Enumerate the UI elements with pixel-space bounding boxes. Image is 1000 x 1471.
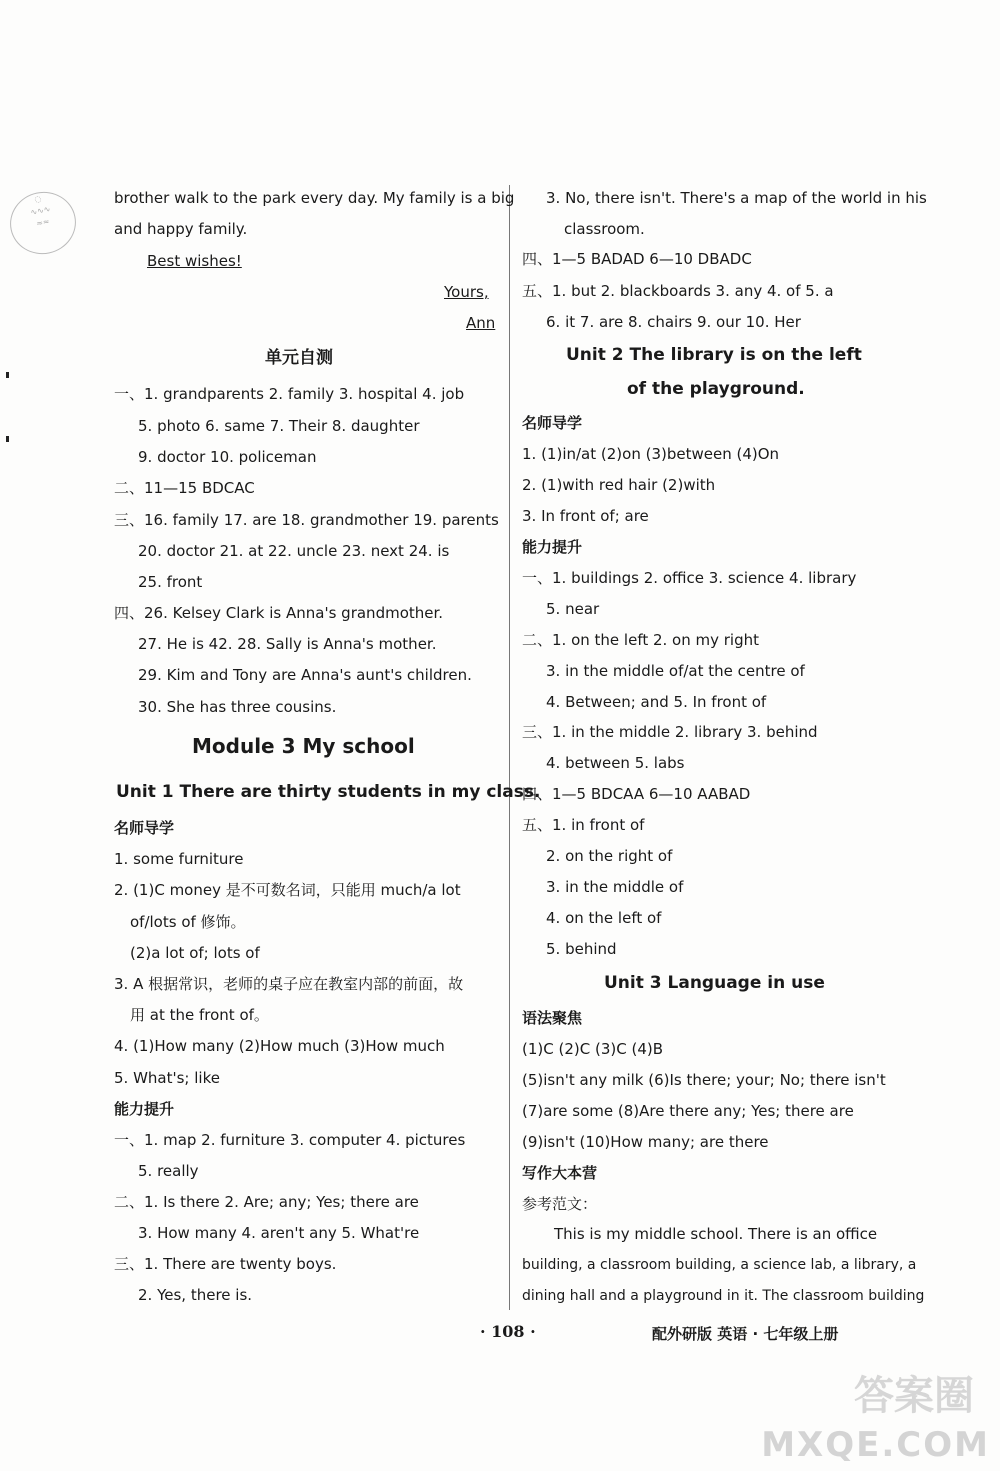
answer-line: 四、26. Kelsey Clark is Anna's grandmother. — [114, 604, 444, 622]
answer-line: 3. A 根据常识，老师的桌子应在教室内部的前面，故 — [114, 975, 464, 993]
stamp-seal: ◌ ∿∿∿ ≈≈ — [4, 186, 81, 260]
answer-line: 5. really — [138, 1162, 199, 1180]
margin-mark — [6, 436, 9, 442]
body-line: and happy family. — [114, 220, 248, 238]
answer-line: 2. on the right of — [546, 847, 673, 865]
book-info: 配外研版 英语 · 七年级上册 — [652, 1325, 839, 1343]
margin-mark — [6, 372, 9, 378]
answer-line: 三、16. family 17. are 18. grandmother 19. parents — [114, 511, 499, 529]
answer-line: 用 at the front of。 — [130, 1006, 269, 1024]
answer-line: 3. No, there isn't. There's a map of the world in his — [546, 189, 927, 207]
answer-line: 四、1—5 BDCAA 6—10 AABAD — [522, 785, 751, 803]
answer-line: (9)isn't (10)How many; are there — [522, 1133, 769, 1151]
answer-line: 三、1. There are twenty boys. — [114, 1255, 337, 1273]
letter-signoff: Yours, — [444, 283, 489, 301]
unit-title: Unit 3 Language in use — [604, 973, 825, 993]
answer-line: 3. In front of; are — [522, 507, 649, 525]
answer-line: 三、1. in the middle 2. library 3. behind — [522, 723, 818, 741]
answer-line: 9. doctor 10. policeman — [138, 448, 317, 466]
answer-line: 5. near — [546, 600, 600, 618]
answer-line: 2. (1)with red hair (2)with — [522, 476, 716, 494]
letter-closing: Best wishes! — [147, 252, 242, 270]
answer-line: 20. doctor 21. at 22. uncle 23. next 24. is — [138, 542, 450, 560]
essay-line: building, a classroom building, a science lab, a library, a — [522, 1257, 917, 1273]
answer-line: (2)a lot of; lots of — [130, 944, 260, 962]
answer-line: classroom. — [564, 220, 645, 238]
sample-label: 参考范文： — [522, 1195, 598, 1213]
unit-title: Unit 2 The library is on the left — [566, 345, 862, 365]
answer-line: 一、1. grandparents 2. family 3. hospital 4. job — [114, 385, 465, 403]
answer-line: 2. Yes, there is. — [138, 1286, 253, 1304]
section-heading: 单元自测 — [265, 348, 333, 368]
answer-line: 四、1—5 BADAD 6—10 DBADC — [522, 250, 752, 268]
essay-line: This is my middle school. There is an office — [554, 1225, 878, 1243]
section-heading: 能力提升 — [114, 1100, 175, 1118]
answer-line: 30. She has three cousins. — [138, 698, 337, 716]
page-number: · 108 · — [480, 1322, 536, 1341]
answer-line: 2. (1)C money 是不可数名词，只能用 much/a lot — [114, 881, 461, 899]
answer-line: 五、1. in front of — [522, 816, 645, 834]
answer-line: 6. it 7. are 8. chairs 9. our 10. Her — [546, 313, 801, 331]
answer-line: 25. front — [138, 573, 203, 591]
answer-line: 二、1. on the left 2. on my right — [522, 631, 760, 649]
answer-line: 3. in the middle of/at the centre of — [546, 662, 805, 680]
answer-line: (7)are some (8)Are there any; Yes; there are — [522, 1102, 854, 1120]
module-title: Module 3 My school — [192, 734, 415, 758]
watermark-text: MXQE.COM — [761, 1425, 990, 1465]
section-heading: 能力提升 — [522, 538, 583, 556]
answer-line: (1)C (2)C (3)C (4)B — [522, 1040, 664, 1058]
answer-line: 5. behind — [546, 940, 617, 958]
answer-line: 5. What's; like — [114, 1069, 220, 1087]
answer-line: 二、1. Is there 2. Are; any; Yes; there are — [114, 1193, 419, 1211]
answer-line: 1. (1)in/at (2)on (3)between (4)On — [522, 445, 780, 463]
section-heading: 名师导学 — [522, 414, 583, 432]
section-heading: 名师导学 — [114, 819, 175, 837]
answer-line: 3. in the middle of — [546, 878, 684, 896]
answer-line: 4. (1)How many (2)How much (3)How much — [114, 1037, 445, 1055]
answer-line: 4. between 5. labs — [546, 754, 685, 772]
answer-line: 3. How many 4. aren't any 5. What're — [138, 1224, 420, 1242]
answer-line: 5. photo 6. same 7. Their 8. daughter — [138, 417, 420, 435]
answer-line: 二、11—15 BDCAC — [114, 479, 255, 497]
answer-line: 一、1. map 2. furniture 3. computer 4. pictures — [114, 1131, 466, 1149]
answer-line: 4. Between; and 5. In front of — [546, 693, 767, 711]
section-heading: 写作大本营 — [522, 1164, 598, 1182]
essay-line: dining hall and a playground in it. The classroom building — [522, 1288, 925, 1304]
answer-line: 1. some furniture — [114, 850, 244, 868]
answer-line: (5)isn't any milk (6)Is there; your; No; there isn't — [522, 1071, 886, 1089]
unit-title-continued: of the playground. — [627, 379, 805, 399]
answer-line: 4. on the left of — [546, 909, 662, 927]
column-divider — [509, 185, 510, 1310]
section-heading: 语法聚焦 — [522, 1009, 583, 1027]
answer-line: of/lots of 修饰。 — [130, 913, 246, 931]
answer-line: 27. He is 42. 28. Sally is Anna's mother. — [138, 635, 437, 653]
answer-line: 五、1. but 2. blackboards 3. any 4. of 5. a — [522, 282, 834, 300]
unit-title: Unit 1 There are thirty students in my class. — [116, 782, 541, 802]
answer-line: 一、1. buildings 2. office 3. science 4. library — [522, 569, 857, 587]
letter-signature: Ann — [466, 314, 496, 332]
body-line: brother walk to the park every day. My family is a big — [114, 189, 515, 207]
answer-line: 29. Kim and Tony are Anna's aunt's children. — [138, 666, 472, 684]
watermark-logo: 答案圈 — [854, 1373, 974, 1419]
